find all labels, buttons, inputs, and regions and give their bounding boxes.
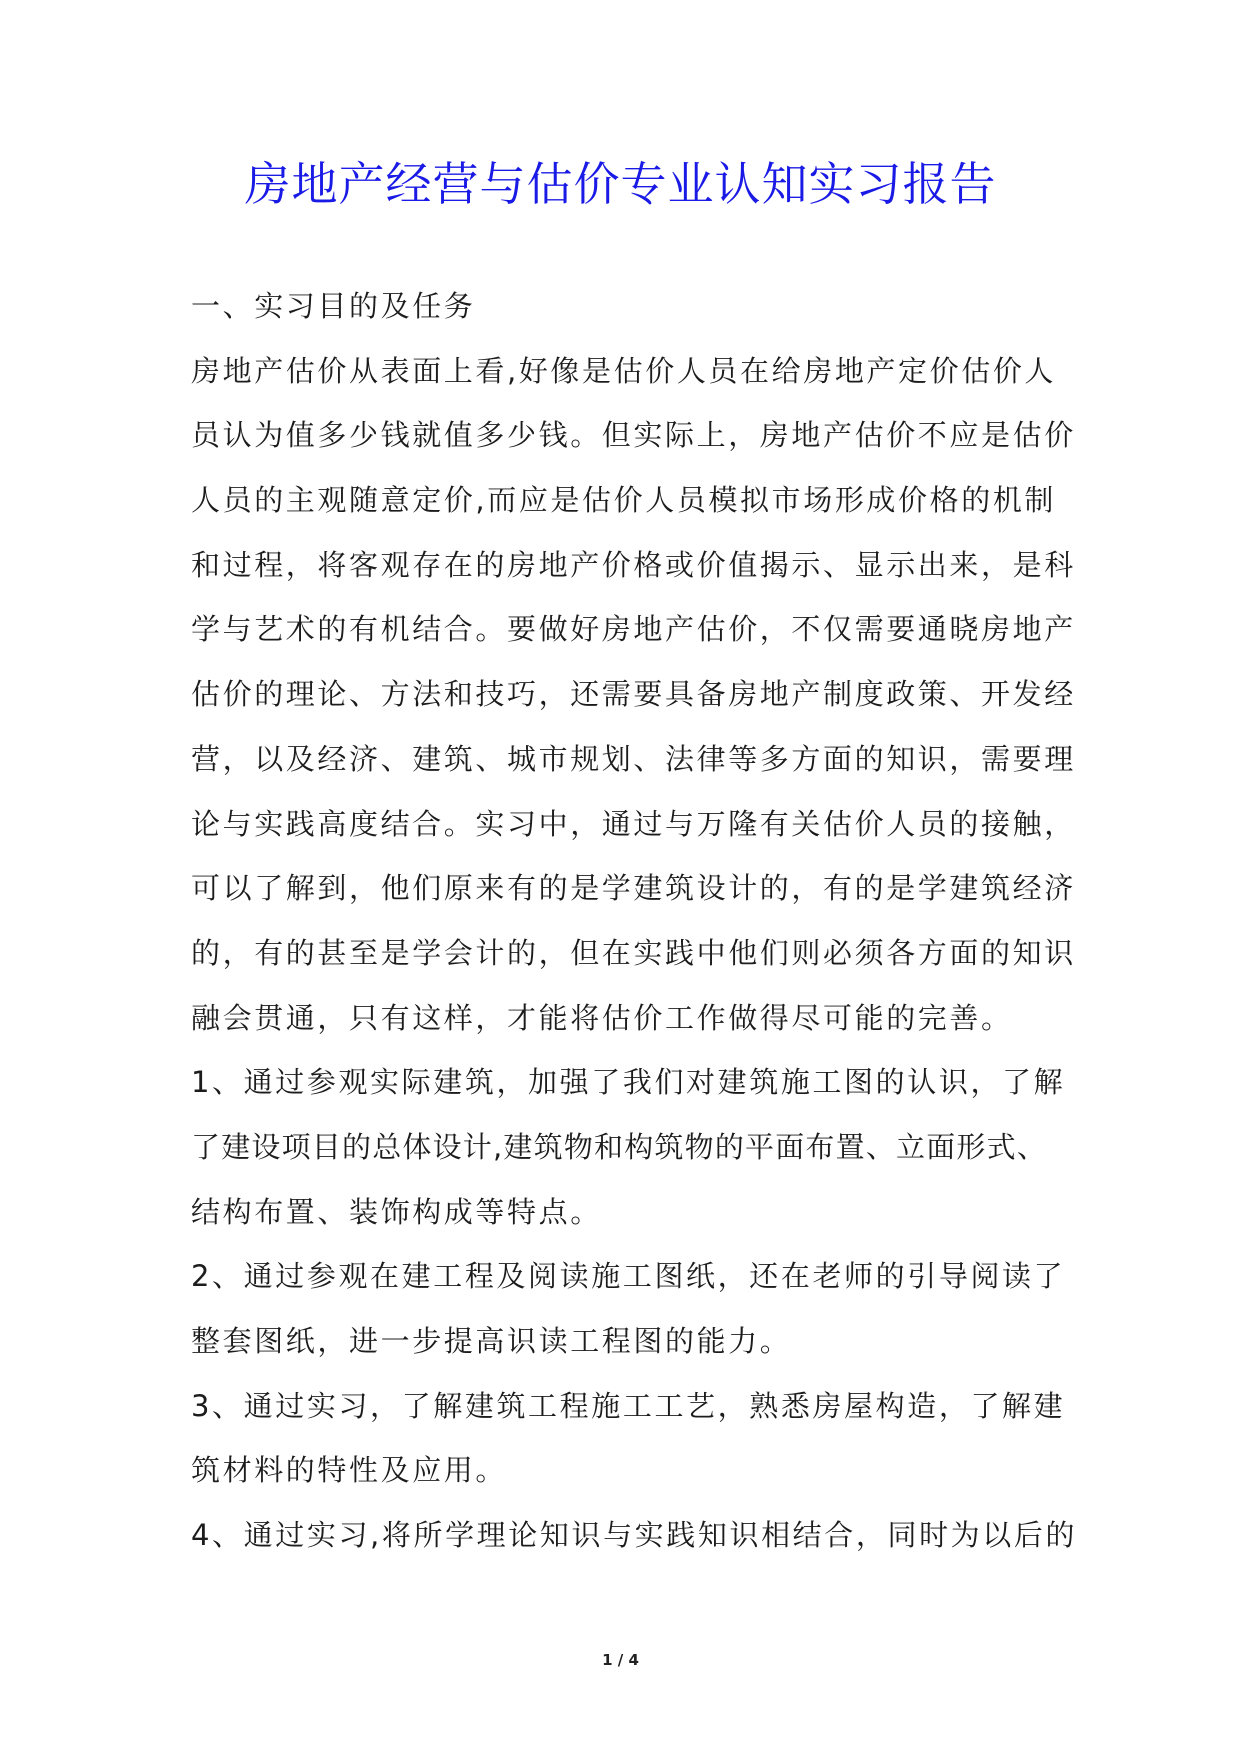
paragraph-line: 的，有的甚至是学会计的，但在实践中他们则必须各方面的知识 xyxy=(191,935,1076,970)
paragraph-line: 和过程，将客观存在的房地产价格或价值揭示、显示出来，是科 xyxy=(191,547,1076,582)
list-item-line: 筑材料的特性及应用。 xyxy=(191,1453,508,1488)
document-title: 房地产经营与估价专业认知实习报告 xyxy=(244,157,997,211)
paragraph-line: 学与艺术的有机结合。要做好房地产估价，不仅需要通晓房地产 xyxy=(191,612,1076,647)
paragraph-line: 营，以及经济、建筑、城市规划、法律等多方面的知识，需要理 xyxy=(191,741,1076,776)
page-number: 1 / 4 xyxy=(602,1651,639,1669)
paragraph-line: 员认为值多少钱就值多少钱。但实际上，房地产估价不应是估价 xyxy=(191,418,1076,453)
list-item-line: 了建设项目的总体设计,建筑物和构筑物的平面布置、立面形式、 xyxy=(191,1129,1048,1164)
paragraph-line: 估价的理论、方法和技巧，还需要具备房地产制度政策、开发经 xyxy=(191,677,1076,712)
list-item-line: 4、通过实习,将所学理论知识与实践知识相结合，同时为以后的 xyxy=(191,1518,1078,1553)
document-body xyxy=(191,286,1078,1580)
list-item-line: 2、通过参观在建工程及阅读施工图纸，还在老师的引导阅读了 xyxy=(191,1259,1066,1294)
paragraph-line: 融会贯通，只有这样，才能将估价工作做得尽可能的完善。 xyxy=(191,1000,1013,1035)
list-item-line: 3、通过实习，了解建筑工程施工工艺，熟悉房屋构造，了解建 xyxy=(191,1388,1066,1423)
paragraph-line: 论与实践高度结合。实习中，通过与万隆有关估价人员的接触， xyxy=(191,806,1076,841)
list-item-line: 结构布置、装饰构成等特点。 xyxy=(191,1194,602,1229)
paragraph-line: 可以了解到，他们原来有的是学建筑设计的，有的是学建筑经济 xyxy=(191,871,1076,906)
paragraph-line: 人员的主观随意定价,而应是估价人员模拟市场形成价格的机制 xyxy=(191,483,1057,518)
list-item-line: 整套图纸，进一步提高识读工程图的能力。 xyxy=(191,1324,792,1358)
section-heading: 一、实习目的及任务 xyxy=(191,289,476,323)
paragraph-line: 房地产估价从表面上看,好像是估价人员在给房地产定价估价人 xyxy=(191,353,1057,388)
list-item-line: 1、通过参观实际建筑，加强了我们对建筑施工图的认识，了解 xyxy=(191,1065,1066,1100)
